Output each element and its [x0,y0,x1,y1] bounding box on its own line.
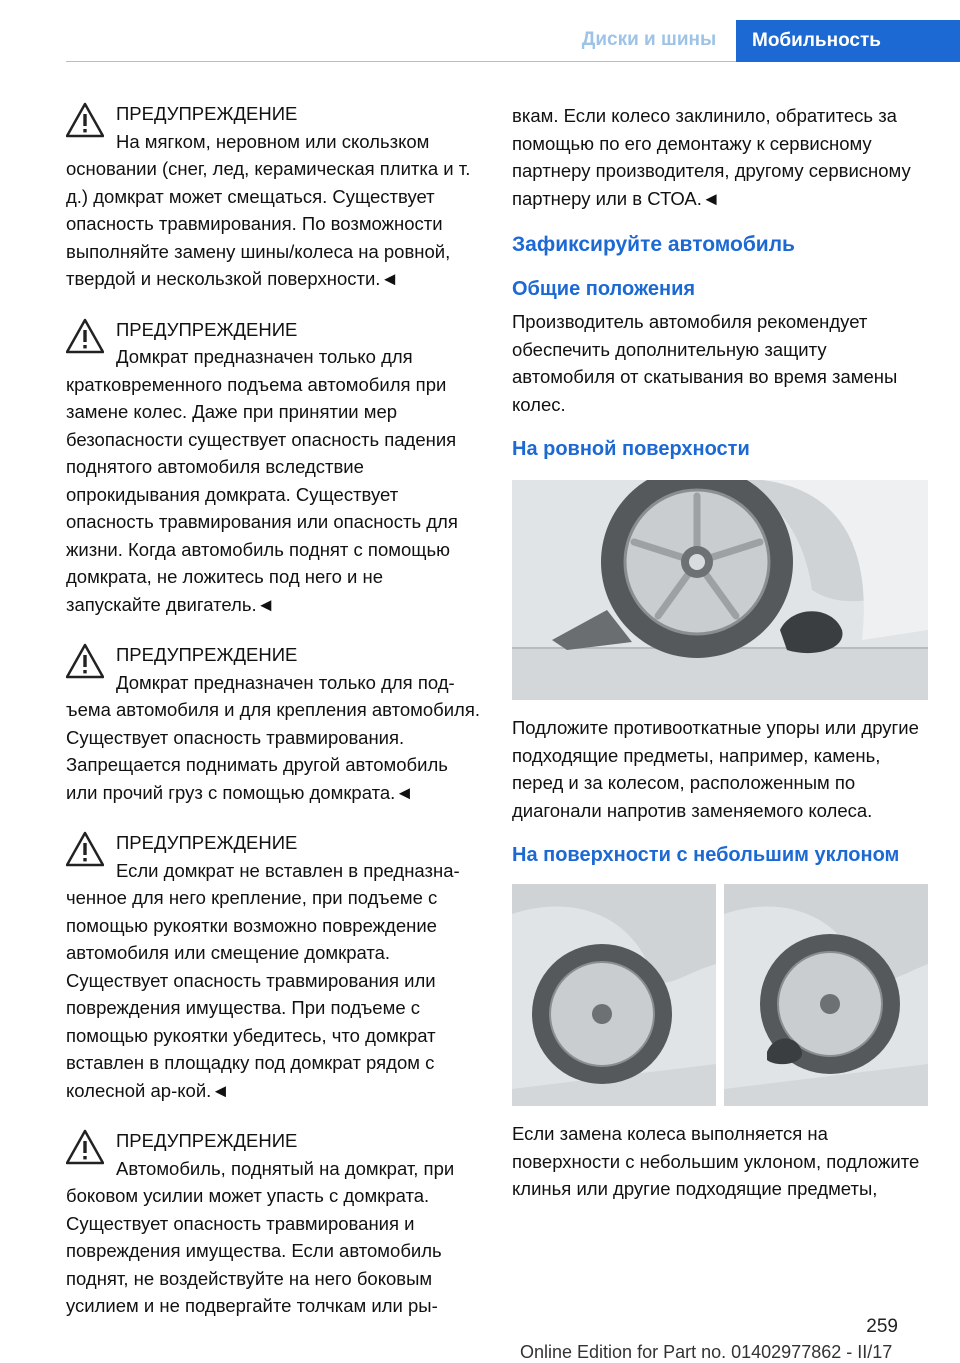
warning-block [66,641,480,806]
right-column [512,102,932,1203]
warning-title: ПРЕДУПРЕЖДЕНИЕ [116,318,298,340]
edition-footer: Online Edition for Part no. 01402977862 - II/17 [520,1342,893,1362]
warning-block [66,100,480,293]
wheel-on-slope-images [512,884,928,1106]
tab-section[interactable]: Диски и шины [581,29,717,50]
warning-text: кратковременного подъема автомобиля при замене колес. Даже при принятии мер безопасности существует опасность падения поднятого автомобиля вследствие опрокидывания домкрата. Существует опасность травмирования или опасность для жизни. Когда автомобиль поднят с помощью домкрата, не ложитесь под него и не запускайте двигатель.◄ [66,373,458,615]
general-text: Производитель автомобиля рекомендует обеспечить дополнительную защиту автомобиля от скатывания во время замены колес. [512,311,898,415]
tab-chapter[interactable]: Мобильность [736,20,960,62]
flat-text: Подложите противооткатные упоры или другие подходящие предметы, например, камень, перед и за колесом, расположенным по диагонали напротив заменяемого колеса. [512,717,919,821]
warning-text: ченное для него крепление, при подъеме с помощью рукоятки возможно повреждение автомобиля или смещение домкрата. Существует опасность травмирования или повреждения имущества. При подъеме с помощью рукоятки убедитесь, что домкрат вставлен в площадку под домкрат рядом с колесной ар-кой.◄ [66,887,438,1101]
wheel-chock-slope-illustration [512,884,928,1106]
continuation-text: вкам. Если колесо заклинило, обратитесь за помощью по его демонтажу к сервисному партнеру производителя, другому сервисному партнеру или в СТОА.◄ [512,105,911,209]
warning-first-line: Домкрат предназначен только для [116,346,413,367]
subheading-flat: На ровной поверхности [512,438,750,460]
warning-triangle-icon [66,1129,104,1165]
wheel-on-flat-ground-image [512,480,928,700]
warning-title: ПРЕДУПРЕЖДЕНИЕ [116,644,298,665]
warning-first-line: Если домкрат не вставлен в предназна- [116,859,460,881]
warning-block [66,316,480,619]
section-heading: Зафиксируйте автомобиль [512,233,795,256]
warning-triangle-icon [66,831,104,867]
warning-text: ъема автомобиля и для крепления автомобиля. Существует опасность травмирования. Запрещается поднимать другой автомобиль или прочий груз с помощью домкрата.◄ [66,699,481,803]
left-column [66,100,480,1343]
warning-triangle-icon [66,102,104,138]
slope-text: Если замена колеса выполняется на поверхности с небольшим уклоном, подложите клинья или другие подходящие предметы, [512,1123,920,1199]
warning-first-line: На мягком, неровном или скользком [116,130,430,152]
warning-block [66,1127,480,1320]
warning-first-line: Домкрат предназначен только для под- [116,671,455,693]
warning-block [66,829,480,1104]
warning-triangle-icon [66,643,104,679]
warning-title: ПРЕДУПРЕЖДЕНИЕ [116,103,298,124]
warning-triangle-icon [66,318,104,354]
warning-title: ПРЕДУПРЕЖДЕНИЕ [116,1130,298,1151]
wheel-chock-flat-illustration [512,480,928,700]
subheading-general: Общие положения [512,278,696,300]
warning-text: боковом усилии может упасть с домкрата. Существует опасность травмирования и повреждения имущества. Если автомобиль поднят, не воздействуйте на него боковым усилием и не подвергайте толчкам или ры- [66,1185,442,1316]
warning-first-line: Автомобиль, поднятый на домкрат, при [116,1157,455,1179]
page-number: 259 [866,1316,898,1337]
subheading-slope: На поверхности с небольшим уклоном [512,844,900,866]
warning-text: основании (снег, лед, керамическая плитка и т. д.) домкрат может смещаться. Существует опасность травмирования. По возможности выполняйте замену шины/колеса на ровной, твердой и нескользкой поверхности.◄ [66,158,471,289]
warning-title: ПРЕДУПРЕЖДЕНИЕ [116,832,298,853]
